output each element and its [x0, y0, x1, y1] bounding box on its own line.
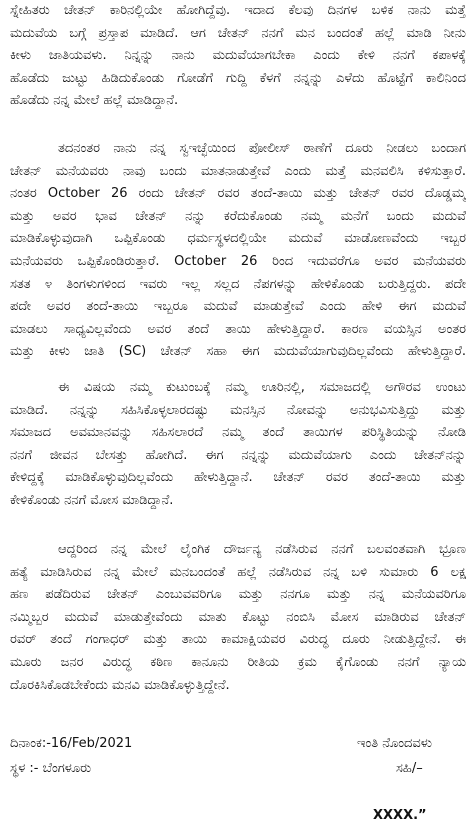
paragraph-line: ಆದ್ದರಿಂದ ನನ್ನ ಮೇಲೆ ಲೈಂಗಿಕ ದೌರ್ಜನ್ಯ ನಡೆಸಿರುವ ನನಗೆ ಬಲವಂತವಾಗಿ ಭ್ರೂಣ — [58, 542, 466, 557]
paragraph-line: ಕೀಳು ಜಾತಿಯವಳು. ನಿನ್ನನ್ನು ನಾನು ಮದುವೆಯಾಗಬೇಕಾ ಎಂದು ಕೇಳಿ ನನಗೆ ಕಪಾಳಕ್ಕೆ — [10, 48, 466, 64]
paragraph-line: ಮೂರು ಜನರ ವಿರುದ್ಧ ಕಠಿಣ ಕಾನೂನು ರೀತಿಯ ಕ್ರಮ ಕೈಗೊಂಡು ನನಗೆ ನ್ಯಾಯ — [10, 654, 466, 670]
paragraph-line: ಪದೇ ಅವರ ತಂದೆ-ತಾಯಿ ಇಬ್ಬರೂ ಮದುವೆ ಮಾಡುತ್ತೇವೆ ಎಂದು ಹೇಳಿ ಈಗ ಮದುವೆ — [10, 299, 466, 315]
date-line: ದಿನಾಂಕ:-16/Feb/2021 — [10, 736, 133, 751]
paragraph-line: ಮಾಡಲು ಸಾಧ್ಯವಿಲ್ಲವೆಂದು ಅವರ ತಂದೆ ತಾಯಿ ಹೇಳುತ್ತಿದ್ದಾರೆ. ಕಾರಣ ವಯಸ್ಸಿನ ಅಂತರ — [10, 321, 466, 337]
paragraph-line: ಹೊಡೆದು ನನ್ನ ಮೇಲೆ ಹಲ್ಲೆ ಮಾಡಿದ್ದಾನೆ. — [10, 93, 179, 109]
paragraph-line: ಸ್ನೇಹಿತರು ಚೇತನ್ ಕಾರಿನಲ್ಲಿಯೇ ಹೋಗಿದ್ದೆವು. ಇದಾದ ಕೆಲವು ದಿನಗಳ ಬಳಿಕ ನಾನು ಮತ್ತೆ — [10, 3, 466, 18]
closing-line: ಇಂತಿ ನೊಂದವಳು — [357, 736, 432, 751]
paragraph-line: ಈ ವಿಷಯ ನಮ್ಮ ಕುಟುಂಬಕ್ಕೆ ನಮ್ಮ ಊರಿನಲ್ಲಿ, ಸಮಾಜದಲ್ಲಿ ಅಗೌರವ ಉಂಟು — [58, 380, 466, 395]
place-line: ಸ್ಥಳ :- ಬೆಂಗಳೂರು — [10, 761, 92, 776]
paragraph-1 — [10, 0, 466, 113]
paragraph-line: ಮತ್ತು ಅವರ ಭಾವ ಚೇತನ್ ನನ್ನು ಕರೆದುಕೊಂಡು ನಮ್ಮ ಮನೆಗೆ ಬಂದು ಮದುವೆ — [10, 208, 466, 224]
paragraph-line: ಕೇಳಿದ್ದಕ್ಕೆ ಮಾಡಿಕೊಳ್ಳುವುದಿಲ್ಲವೆಂದು ಹೇಳುತ್ತಿದ್ದಾನೆ. ಚೇತನ್ ರವರ ತಂದೆ-ತಾಯಿ ಮತ್ತು — [10, 470, 466, 486]
paragraph-line: ನಮ್ಮಿಬ್ಬರ ಮದುವೆ ಮಾಡುತ್ತೇವೆಂದು ಮಾತು ಕೊಟ್ಟು ನಂಬಿಸಿ ಮೋಸ ಮಾಡಿರುವ ಚೇತನ್ — [10, 609, 466, 625]
paragraph-3 — [10, 377, 466, 513]
paragraph-2 — [10, 138, 466, 364]
paragraph-line: ಹೊಡೆದು ಜುಟ್ಟು ಹಿಡಿದುಕೊಂಡು ಗೋಡೆಗೆ ಗುದ್ದಿ ಕೆಳಗೆ ನನ್ನನ್ನು ಎಳೆದು ಹೊಟ್ಟೆಗೆ ಕಾಲಿನಿಂದ — [10, 70, 466, 86]
paragraph-line: ದೊರಕಿಸಿಕೊಡಬೇಕೆಂದು ಮನವಿ ಮಾಡಿಕೊಳ್ಳುತ್ತಿದ್ದೇನೆ. — [10, 677, 230, 693]
paragraph-line: ರವರ್ ತಂದೆ ಗಂಗಾಧರ್ ಮತ್ತು ತಾಯಿ ಕಾಮಾಕ್ಷಿಯವರ ವಿರುದ್ಧ ದೂರು ನೀಡುತ್ತಿದ್ದೇನೆ. ಈ — [10, 632, 466, 648]
signature-label: ಸಹಿ/– — [396, 761, 423, 776]
paragraph-line: ಮಾಡಿಕೊಳ್ಳುವುದಾಗಿ ಒಪ್ಪಿಕೊಂಡು ಧರ್ಮಸ್ಥಳದಲ್ಲಿಯೇ ಮದುವೆ ಮಾಡೋಣವೆಂದು ಇಬ್ಬರ — [10, 231, 466, 247]
paragraph-line: ತದನಂತರ ನಾನು ನನ್ನ ಸ್ವಇಚ್ಛೆಯಿಂದ ಪೋಲೀಸ್ ಠಾಣೆಗೆ ದೂರು ನೀಡಲು ಬಂದಾಗ — [58, 141, 466, 156]
paragraph-line: ಮನೆಯವರು ಒಪ್ಪಿಕೊಂಡಿರುತ್ತಾರೆ. October 26 ರಿಂದ ಇದುವರೆಗೂ ಅವರ ಮನೆಯವರು — [10, 253, 466, 269]
paragraph-line: ನನಗೆ ಜೀವನ ಬೇಸತ್ತು ಹೋಗಿದೆ. ಈಗ ನನ್ನನ್ನು ಮದುವೆಯಾಗು ಎಂದು ಚೇತನ್‌ನನ್ನು — [10, 447, 466, 463]
paragraph-line: ಮತ್ತು ಕೀಳು ಜಾತಿ (SC) ಚೇತನ್ ಸಹಾ ಈಗ ಮದುವೆಯಾಗುವುದಿಲ್ಲವೆಂದು ಹೇಳುತ್ತಿದ್ದಾರೆ. — [10, 344, 466, 360]
signatory-name: XXXX.” — [373, 808, 427, 823]
paragraph-line: ಕೇಳಿಕೊಂಡು ನನಗೆ ಮೋಸ ಮಾಡಿದ್ದಾನೆ. — [10, 492, 174, 508]
paragraph-line: ಚೇತನ್ ಮನೆಯವರು ನಾವು ಬಂದು ಮಾತನಾಡುತ್ತೇವೆ ಎಂದು ಮತ್ತೆ ಮನವಲಿಸಿ ಕಳಿಸುತ್ತಾರೆ. — [10, 163, 466, 179]
paragraph-line: ಹತ್ಯೆ ಮಾಡಿಸಿರುವ ನನ್ನ ಮೇಲೆ ಮನಬಂದಂತೆ ಹಲ್ಲೆ ನಡೆಸಿರುವ ನನ್ನ ಬಳಿ ಸುಮಾರು 6 ಲಕ್ಷ — [10, 564, 466, 580]
paragraph-line: ಹಣ ಪಡೆದಿರುವ ಚೇತನ್ ಎಂಬುವವರಿಗೂ ಮತ್ತು ನನಗೂ ಮತ್ತು ನನ್ನ ಮನೆಯವರಿಗೂ — [10, 587, 466, 603]
paragraph-line: ನಂತರ October 26 ರಂದು ಚೇತನ್ ರವರ ತಂದೆ-ತಾಯಿ ಮತ್ತು ಚೇತನ್ ರವರ ದೊಡ್ಡಮ್ಮ — [10, 186, 466, 202]
paragraph-line: ಮಾಡಿದೆ. ನನ್ನನ್ನು ಸಹಿಸಿಕೊಳ್ಳಲಾರದಷ್ಟು ಮನಸ್ಸಿನ ನೋವನ್ನು ಅನುಭವಿಸುತ್ತಿದ್ದು ಮತ್ತು — [10, 402, 466, 418]
paragraph-line: ಸತತ ೪ ತಿಂಗಳುಗಳಿಂದ ಇವರು ಇಲ್ಲ ಸಲ್ಲದ ನೆಪಗಳನ್ನು ಹೇಳಿಕೊಂಡು ಬರುತ್ತಿದ್ದರು. ಪದೇ — [10, 276, 466, 292]
paragraph-line: ಸಮಾಜದ ಅವಮಾನವನ್ನು ಸಹಿಸಲಾರದೆ ನಮ್ಮ ತಂದೆ ತಾಯಿಗಳ ಪರಿಸ್ಥಿತಿಯನ್ನು ನೋಡಿ — [10, 425, 466, 441]
paragraph-line: ಮದುವೆಯ ಬಗ್ಗೆ ಪ್ರಸ್ತಾಪ ಮಾಡಿದೆ. ಆಗ ಚೇತನ್ ನನಗೆ ಮನ ಬಂದಂತೆ ಹಲ್ಲೆ ಮಾಡಿ ನೀನು — [10, 25, 466, 41]
paragraph-4 — [10, 539, 466, 697]
